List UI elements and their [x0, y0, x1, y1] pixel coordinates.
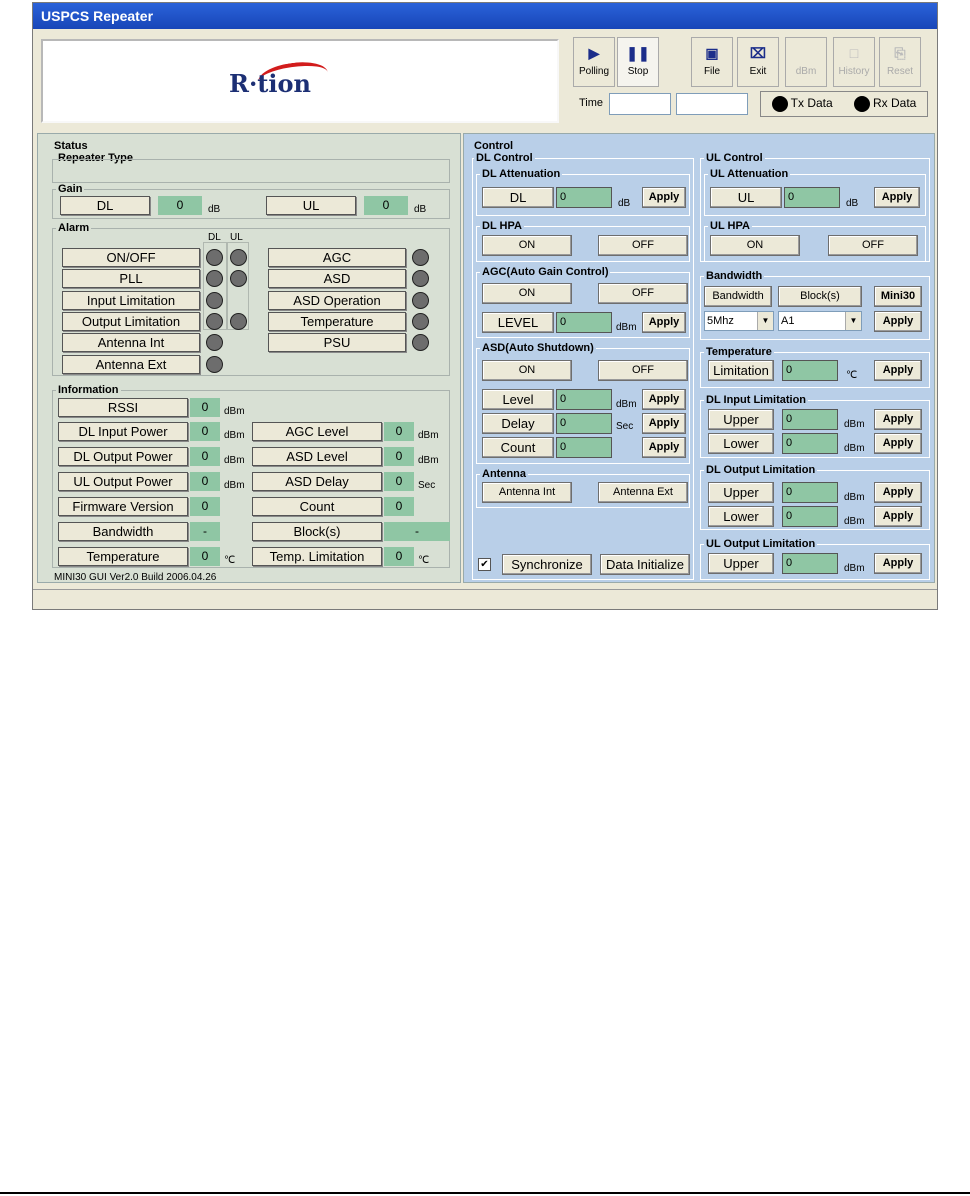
dl-output-lower-input[interactable]: 0 — [782, 506, 838, 527]
dl-attenuation-label-button[interactable]: DL — [482, 187, 554, 208]
info-agc-level-label: AGC Level — [252, 422, 382, 441]
info-rssi-value: 0 — [190, 398, 220, 417]
gain-dl-label: DL — [60, 196, 150, 215]
alarm-asd-led — [412, 270, 429, 287]
alarm-antenna-ext-label: Antenna Ext — [62, 355, 200, 374]
dl-asd-title: ASD(Auto Shutdown) — [482, 342, 594, 354]
alarm-asd-label: ASD — [268, 269, 406, 288]
dl-asd-level-input[interactable]: 0 — [556, 389, 612, 410]
info-rssi-label: RSSI — [58, 398, 188, 417]
info-dl-input-unit: dBm — [224, 430, 245, 441]
dl-control-title: DL Control — [476, 152, 533, 164]
block-button[interactable]: Block(s) — [778, 286, 862, 307]
temperature-limitation-button[interactable]: Limitation — [708, 360, 774, 381]
dl-asd-count-apply-button[interactable]: Apply — [642, 437, 686, 458]
info-temperature-unit: ℃ — [224, 555, 236, 566]
alarm-ul-header: UL — [230, 232, 243, 243]
gain-dl-value: 0 — [158, 196, 202, 215]
alarm-temperature-led — [412, 313, 429, 330]
page-footer-rule — [0, 1192, 970, 1194]
gain-dl-unit: dB — [208, 204, 221, 215]
dl-agc-level-label-button[interactable]: LEVEL — [482, 312, 554, 333]
ul-attenuation-unit: dB — [846, 198, 859, 209]
repeater-type-title: Repeater Type — [58, 152, 133, 164]
dl-asd-level-apply-button[interactable]: Apply — [642, 389, 686, 410]
alarm-output-limit-ul-led — [230, 313, 247, 330]
bandwidth-apply-button[interactable]: Apply — [874, 311, 922, 332]
dl-output-upper-input[interactable]: 0 — [782, 482, 838, 503]
time-label: Time — [579, 97, 604, 109]
alarm-asd-operation-led — [412, 292, 429, 309]
main-window — [32, 2, 938, 610]
window-title: USPCS Repeater — [33, 3, 937, 29]
dl-agc-apply-button[interactable]: Apply — [642, 312, 686, 333]
info-temp-limitation-unit: ℃ — [418, 555, 430, 566]
dl-output-upper-label[interactable]: Upper — [708, 482, 774, 503]
control-title: Control — [474, 140, 514, 152]
info-ul-output-label: UL Output Power — [58, 472, 188, 491]
dl-asd-delay-input[interactable]: 0 — [556, 413, 612, 434]
info-temperature-label: Temperature — [58, 547, 188, 566]
info-temperature-value: 0 — [190, 547, 220, 566]
status-title: Status — [54, 140, 88, 152]
antenna-title: Antenna — [482, 468, 526, 480]
history-button[interactable]: □ History — [833, 37, 875, 87]
info-dl-input-label: DL Input Power — [58, 422, 188, 441]
exit-icon: ⌧ — [749, 45, 767, 61]
tx-data-indicator: Tx Data — [772, 96, 833, 112]
dl-input-upper-unit: dBm — [844, 419, 865, 430]
rx-data-indicator: Rx Data — [854, 96, 916, 112]
info-ul-output-value: 0 — [190, 472, 220, 491]
info-asd-level-unit: dBm — [418, 455, 439, 466]
alarm-pll-dl-led — [206, 270, 223, 287]
dl-agc-level-unit: dBm — [616, 322, 637, 333]
info-ul-output-unit: dBm — [224, 480, 245, 491]
dl-output-upper-apply-button[interactable]: Apply — [874, 482, 922, 503]
status-bar — [33, 589, 937, 609]
dl-output-lower-unit: dBm — [844, 516, 865, 527]
info-dl-input-value: 0 — [190, 422, 220, 441]
dl-attenuation-apply-button[interactable]: Apply — [642, 187, 686, 208]
alarm-agc-led — [412, 249, 429, 266]
dl-output-upper-unit: dBm — [844, 492, 865, 503]
info-block-label: Block(s) — [252, 522, 382, 541]
dl-asd-delay-apply-button[interactable]: Apply — [642, 413, 686, 434]
info-dl-output-label: DL Output Power — [58, 447, 188, 466]
ul-control-title: UL Control — [706, 152, 763, 164]
alarm-antenna-int-label: Antenna Int — [62, 333, 200, 352]
ul-output-upper-apply-button[interactable]: Apply — [874, 553, 922, 574]
info-block-value: - — [384, 522, 450, 541]
info-asd-level-label: ASD Level — [252, 447, 382, 466]
polling-button[interactable]: ▶ Polling — [573, 37, 615, 87]
exit-button[interactable]: ⌧ Exit — [737, 37, 779, 87]
dl-asd-level-label-button[interactable]: Level — [482, 389, 554, 410]
ul-output-upper-unit: dBm — [844, 563, 865, 574]
block-select[interactable]: A1 ▼ — [778, 311, 862, 331]
alarm-onoff-label: ON/OFF — [62, 248, 200, 267]
dl-input-lower-apply-button[interactable]: Apply — [874, 433, 922, 454]
time-field-1[interactable] — [609, 93, 671, 115]
dl-hpa-off-button[interactable]: OFF — [598, 235, 688, 256]
info-temp-limitation-label: Temp. Limitation — [252, 547, 382, 566]
dl-input-upper-apply-button[interactable]: Apply — [874, 409, 922, 430]
ul-output-upper-input[interactable]: 0 — [782, 553, 838, 574]
alarm-onoff-dl-led — [206, 249, 223, 266]
info-agc-level-value: 0 — [384, 422, 414, 441]
ul-attenuation-title: UL Attenuation — [710, 168, 789, 180]
status-panel — [37, 133, 461, 583]
version-text: MINI30 GUI Ver2.0 Build 2006.04.26 — [54, 572, 217, 583]
dl-agc-level-input[interactable]: 0 — [556, 312, 612, 333]
dl-agc-title: AGC(Auto Gain Control) — [482, 266, 609, 278]
ul-hpa-title: UL HPA — [710, 220, 750, 232]
info-count-label: Count — [252, 497, 382, 516]
info-bandwidth-label: Bandwidth — [58, 522, 188, 541]
bandwidth-title: Bandwidth — [706, 270, 763, 282]
bandwidth-button[interactable]: Bandwidth — [704, 286, 772, 307]
dbm-button[interactable]: dBm — [785, 37, 827, 87]
reset-icon: ⎘ — [894, 45, 906, 61]
info-bandwidth-value: - — [190, 522, 220, 541]
dl-output-lower-label[interactable]: Lower — [708, 506, 774, 527]
alarm-onoff-ul-led — [230, 249, 247, 266]
dl-attenuation-unit: dB — [618, 198, 631, 209]
alarm-pll-label: PLL — [62, 269, 200, 288]
dl-asd-count-input[interactable]: 0 — [556, 437, 612, 458]
control-panel — [463, 133, 935, 583]
alarm-output-limit-dl-led — [206, 313, 223, 330]
dropdown-arrow-icon: ▼ — [845, 312, 861, 330]
info-asd-level-value: 0 — [384, 447, 414, 466]
dl-asd-delay-label-button[interactable]: Delay — [482, 413, 554, 434]
dl-input-limitation-title: DL Input Limitation — [706, 394, 807, 406]
info-dl-output-unit: dBm — [224, 455, 245, 466]
dl-asd-count-label-button[interactable]: Count — [482, 437, 554, 458]
pause-icon: ❚❚ — [626, 45, 650, 61]
alarm-psu-led — [412, 334, 429, 351]
info-rssi-unit: dBm — [224, 406, 245, 417]
dl-hpa-on-button[interactable]: ON — [482, 235, 572, 256]
dl-hpa-title: DL HPA — [482, 220, 522, 232]
dl-agc-off-button[interactable]: OFF — [598, 283, 688, 304]
ul-output-limitation-title: UL Output Limitation — [706, 538, 816, 550]
dl-agc-on-button[interactable]: ON — [482, 283, 572, 304]
alarm-antenna-ext-led — [206, 356, 223, 373]
information-title: Information — [58, 384, 119, 396]
dl-input-lower-unit: dBm — [844, 443, 865, 454]
ul-hpa-off-button[interactable]: OFF — [828, 235, 918, 256]
rx-led-icon — [854, 96, 870, 112]
temperature-unit: ℃ — [846, 370, 858, 381]
play-icon: ▶ — [588, 45, 600, 61]
alarm-asd-operation-label: ASD Operation — [268, 291, 406, 310]
antenna-ext-button[interactable]: Antenna Ext — [598, 482, 688, 503]
alarm-input-limit-label: Input Limitation — [62, 291, 200, 310]
synchronize-checkbox[interactable]: ✔ — [478, 558, 491, 571]
info-asd-delay-label: ASD Delay — [252, 472, 382, 491]
dl-asd-level-unit: dBm — [616, 399, 637, 410]
gain-ul-label: UL — [266, 196, 356, 215]
ul-attenuation-label-button[interactable]: UL — [710, 187, 782, 208]
synchronize-button[interactable]: Synchronize — [502, 554, 592, 575]
dl-asd-off-button[interactable]: OFF — [598, 360, 688, 381]
alarm-antenna-int-led — [206, 334, 223, 351]
info-asd-delay-value: 0 — [384, 472, 414, 491]
temperature-limitation-input[interactable]: 0 — [782, 360, 838, 381]
reset-button[interactable]: ⎘ Reset — [879, 37, 921, 87]
alarm-agc-label: AGC — [268, 248, 406, 267]
alarm-input-limit-dl-led — [206, 292, 223, 309]
dl-output-lower-apply-button[interactable]: Apply — [874, 506, 922, 527]
info-firmware-value: 0 — [190, 497, 220, 516]
alarm-pll-ul-led — [230, 270, 247, 287]
info-asd-delay-unit: Sec — [418, 480, 436, 491]
tx-rx-indicator — [760, 91, 928, 117]
dl-input-upper-input[interactable]: 0 — [782, 409, 838, 430]
ul-hpa-on-button[interactable]: ON — [710, 235, 800, 256]
temperature-apply-button[interactable]: Apply — [874, 360, 922, 381]
file-button[interactable]: ▣ File — [691, 37, 733, 87]
alarm-psu-label: PSU — [268, 333, 406, 352]
ul-attenuation-input[interactable]: 0 — [784, 187, 840, 208]
company-logo: R·tion — [229, 69, 311, 98]
temperature-title: Temperature — [706, 346, 772, 358]
save-icon: ▣ — [705, 45, 719, 61]
dropdown-arrow-icon: ▼ — [757, 312, 773, 330]
bandwidth-select[interactable]: 5Mhz ▼ — [704, 311, 774, 331]
info-firmware-label: Firmware Version — [58, 497, 188, 516]
alarm-output-limit-label: Output Limitation — [62, 312, 200, 331]
ul-attenuation-apply-button[interactable]: Apply — [874, 187, 920, 208]
info-dl-output-value: 0 — [190, 447, 220, 466]
dl-attenuation-title: DL Attenuation — [482, 168, 561, 180]
tx-led-icon — [772, 96, 788, 112]
gain-title: Gain — [58, 183, 83, 195]
data-initialize-button[interactable]: Data Initialize — [600, 554, 690, 575]
repeater-type-box — [52, 159, 450, 183]
gain-ul-value: 0 — [364, 196, 408, 215]
gain-ul-unit: dB — [414, 204, 427, 215]
alarm-temperature-label: Temperature — [268, 312, 406, 331]
mini30-button[interactable]: Mini30 — [874, 286, 922, 307]
dl-asd-on-button[interactable]: ON — [482, 360, 572, 381]
info-temp-limitation-value: 0 — [384, 547, 414, 566]
ul-output-upper-label[interactable]: Upper — [708, 553, 774, 574]
history-icon: □ — [849, 45, 859, 61]
info-agc-level-unit: dBm — [418, 430, 439, 441]
dl-input-upper-label[interactable]: Upper — [708, 409, 774, 430]
time-field-2[interactable] — [676, 93, 748, 115]
dl-attenuation-input[interactable]: 0 — [556, 187, 612, 208]
info-count-value: 0 — [384, 497, 414, 516]
alarm-title: Alarm — [58, 222, 90, 234]
dl-input-lower-label[interactable]: Lower — [708, 433, 774, 454]
logo-area — [41, 39, 559, 123]
antenna-int-button[interactable]: Antenna Int — [482, 482, 572, 503]
alarm-dl-header: DL — [208, 232, 221, 243]
dl-input-lower-input[interactable]: 0 — [782, 433, 838, 454]
stop-button[interactable]: ❚❚ Stop — [617, 37, 659, 87]
dl-asd-delay-unit: Sec — [616, 421, 634, 432]
dl-output-limitation-title: DL Output Limitation — [706, 464, 816, 476]
